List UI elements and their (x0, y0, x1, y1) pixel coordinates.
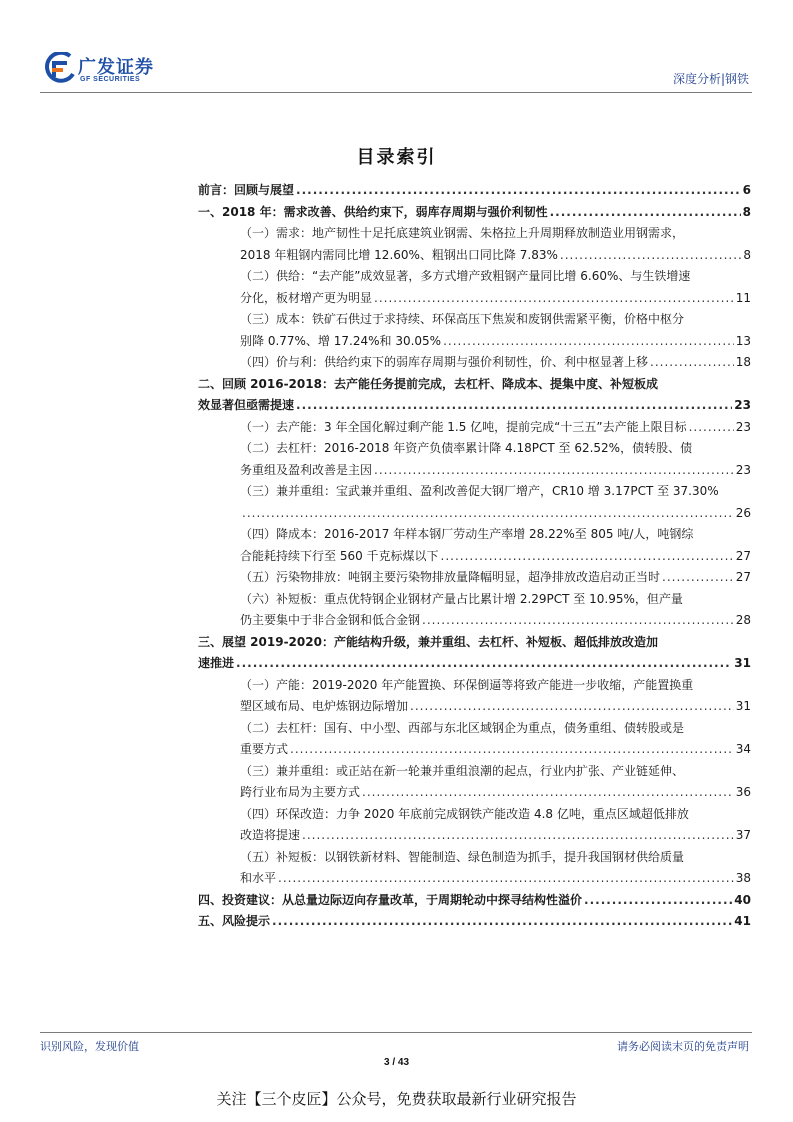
toc-entry-text: （四）降成本：2016-2017 年样本钢厂劳动生产率增 28.22%至 805 吨/人，吨钢综 (240, 527, 694, 541)
gf-securities-logo (40, 52, 190, 90)
toc-leader-dots (550, 202, 741, 224)
toc-entry[interactable] (198, 374, 751, 417)
toc-entry-text: 一、2018 年：需求改善、供给约束下，弱库存周期与强价利韧性 (198, 204, 548, 219)
toc-entry-text: 三、展望 2019-2020：产能结构升级，兼并重组、去杠杆、补短板、超低排放改造加 (198, 634, 658, 649)
toc-leader-dots (410, 696, 734, 718)
toc-page-number: 23 (734, 398, 751, 412)
toc-entry-text: （二）去杠杆：2016-2018 年资产负债率累计降 4.18PCT 至 62.52%，债转股、债 (240, 441, 693, 455)
promo-text: 关注【三个皮匠】公众号，免费获取最新行业研究报告 (216, 1090, 577, 1108)
toc-leader-dots (689, 417, 734, 439)
toc-page-number: 13 (735, 333, 751, 348)
toc-entry[interactable] (198, 202, 751, 224)
toc-entry-text: 五、风险提示 (198, 914, 271, 928)
toc-entry[interactable] (198, 847, 751, 890)
toc-entry[interactable] (198, 761, 751, 804)
toc-entry-text: 重要方式 (240, 742, 289, 756)
toc-page-number: 37 (735, 828, 751, 842)
toc-entry-text: （四）价与利：供给约束下的弱库存周期与强价利韧性，价、利中枢显著上移 (240, 355, 649, 369)
toc-page-number: 41 (734, 914, 751, 928)
table-of-contents (198, 180, 751, 933)
toc-entry-text: （三）兼并重组：或正站在新一轮兼并重组浪潮的起点，行业内扩张、产业链延伸、 (240, 763, 685, 778)
toc-leader-dots (443, 331, 734, 353)
toc-leader-dots (441, 546, 734, 568)
toc-entry[interactable] (198, 352, 751, 374)
toc-page-number: 36 (735, 785, 751, 799)
toc-entry[interactable] (198, 438, 751, 481)
report-type: 深度分析|钢铁 (672, 72, 749, 86)
toc-leader-dots (362, 782, 734, 804)
toc-entry-text: 别降 0.77%、增 17.24%和 30.05% (240, 333, 442, 348)
toc-entry-text: （三）兼并重组：宝武兼并重组、盈利改善促大钢厂增产，CR10 增 3.17PCT 至 37.30% (240, 484, 719, 498)
toc-entry-text: 前言：回顾与展望 (198, 183, 295, 197)
toc-leader-dots (272, 911, 732, 933)
toc-leader-dots (560, 245, 741, 267)
toc-page-number: 18 (735, 355, 751, 369)
toc-page-number: 34 (735, 742, 751, 756)
footer-slogan: 识别风险，发现价值 (40, 1040, 139, 1053)
toc-leader-dots (422, 610, 734, 632)
toc-entry-text: （三）成本：铁矿石供过于求持续、环保高压下焦炭和废钢供需紧平衡，价格中枢分 (240, 312, 685, 326)
toc-entry-text: 速推进 (198, 656, 235, 670)
toc-page-number: 40 (734, 892, 751, 907)
toc-entry-text: （六）补短板：重点优特钢企业钢材产量占比累计增 2.29PCT 至 10.95%，但产量 (240, 591, 683, 606)
toc-page-number: 27 (735, 548, 751, 563)
toc-page-number: 8 (742, 204, 751, 219)
toc-leader-dots (242, 503, 734, 525)
toc-entry[interactable] (198, 180, 751, 202)
toc-entry-text: 务重组及盈利改善是主因 (240, 462, 373, 477)
toc-entry-text: （二）供给：“去产能”成效显著，多方式增产致粗钢产量同比增 6.60%、与生铁增速 (240, 269, 691, 283)
toc-leader-dots (374, 460, 734, 482)
toc-entry-text: （一）需求：地产韧性十足托底建筑业钢需、朱格拉上升周期释放制造业用钢需求， (240, 226, 685, 240)
toc-leader-dots (278, 868, 734, 890)
toc-page-number: 31 (735, 699, 751, 713)
toc-page-number: 27 (735, 570, 751, 584)
toc-entry-text: 四、投资建议：从总量边际迈向存量改革，于周期轮动中探寻结构性溢价 (198, 892, 583, 907)
toc-leader-dots (650, 352, 734, 374)
page-number: 3 / 43 (383, 1057, 410, 1068)
toc-page-number: 23 (735, 462, 751, 477)
toc-entry-text: （四）环保改造：力争 2020 年底前完成钢铁产能改造 4.8 亿吨，重点区域超低排放 (240, 806, 689, 821)
toc-page-number: 26 (735, 505, 751, 520)
toc-entry-text: 仍主要集中于非合金钢和低合金钢 (240, 613, 421, 627)
page-header (0, 0, 793, 100)
toc-entry-text: 合能耗持续下行至 560 千克标煤以下 (240, 548, 439, 563)
toc-page-number: 28 (735, 613, 751, 627)
toc-entry[interactable] (198, 567, 751, 589)
toc-entry-text: （一）去产能：3 年全国化解过剩产能 1.5 亿吨，提前完成“十三五”去产能上限目标 (240, 419, 687, 434)
toc-entry[interactable] (198, 481, 751, 524)
toc-entry[interactable] (198, 266, 751, 309)
toc-entry[interactable] (198, 309, 751, 352)
toc-entry-text: 塑区域布局、电炉炼钢边际增加 (240, 699, 409, 713)
toc-entry-text: 跨行业布局为主要方式 (240, 785, 361, 799)
toc-entry-text: 效显著但亟需提速 (198, 398, 295, 412)
header-divider (40, 92, 752, 93)
toc-entry[interactable] (198, 890, 751, 912)
toc-entry[interactable] (198, 718, 751, 761)
toc-entry[interactable] (198, 524, 751, 567)
toc-entry-text: 分化，板材增产更为明显 (240, 290, 373, 305)
toc-entry-text: （一）产能：2019-2020 年产能置换、环保倒逼等将致产能进一步收缩，产能置换重 (240, 677, 694, 692)
toc-entry-text: （五）补短板：以钢铁新材料、智能制造、绿色制造为抓手，提升我国钢材供给质量 (240, 849, 685, 864)
toc-entry-text: 改造将提速 (240, 828, 301, 842)
toc-leader-dots (296, 395, 732, 417)
toc-leader-dots (290, 739, 734, 761)
toc-entry[interactable] (198, 589, 751, 632)
toc-page-number: 31 (734, 656, 751, 670)
toc-entry-text: 和水平 (240, 871, 277, 885)
brand-name-cn: 广发证券 (78, 57, 154, 78)
toc-leader-dots (374, 288, 734, 310)
toc-entry-text: 二、回顾 2016-2018：去产能任务提前完成，去杠杆、降成本、提集中度、补短板成 (198, 376, 658, 391)
toc-leader-dots (584, 890, 732, 912)
gf-logo-icon (40, 52, 76, 86)
toc-entry[interactable] (198, 632, 751, 675)
toc-page-number: 38 (735, 871, 751, 885)
toc-entry[interactable] (198, 417, 751, 439)
toc-title: 目录索引 (356, 147, 437, 168)
toc-page-number: 11 (735, 290, 751, 305)
toc-entry-text: （二）去杠杆：国有、中小型、西部与东北区域钢企为重点，债务重组、债转股或是 (240, 720, 685, 735)
footer-disclaimer: 请务必阅读末页的免责声明 (617, 1040, 749, 1053)
toc-entry-text: （五）污染物排放：吨钢主要污染物排放量降幅明显，超净排放改造启动正当时 (240, 570, 661, 584)
toc-leader-dots (236, 653, 732, 675)
toc-page-number: 8 (743, 247, 751, 262)
toc-leader-dots (296, 180, 741, 202)
toc-page-number: 23 (735, 419, 751, 434)
brand-name-en: GF SECURITIES (80, 76, 141, 83)
toc-entry[interactable] (198, 911, 751, 933)
toc-entry-text: 2018 年粗钢内需同比增 12.60%、粗钢出口同比降 7.83% (240, 247, 558, 262)
toc-entry[interactable] (198, 675, 751, 718)
toc-leader-dots (302, 825, 734, 847)
toc-entry[interactable] (198, 804, 751, 847)
toc-leader-dots (662, 567, 734, 589)
footer-divider (40, 1032, 752, 1033)
toc-entry[interactable] (198, 223, 751, 266)
toc-page-number: 6 (742, 183, 751, 197)
